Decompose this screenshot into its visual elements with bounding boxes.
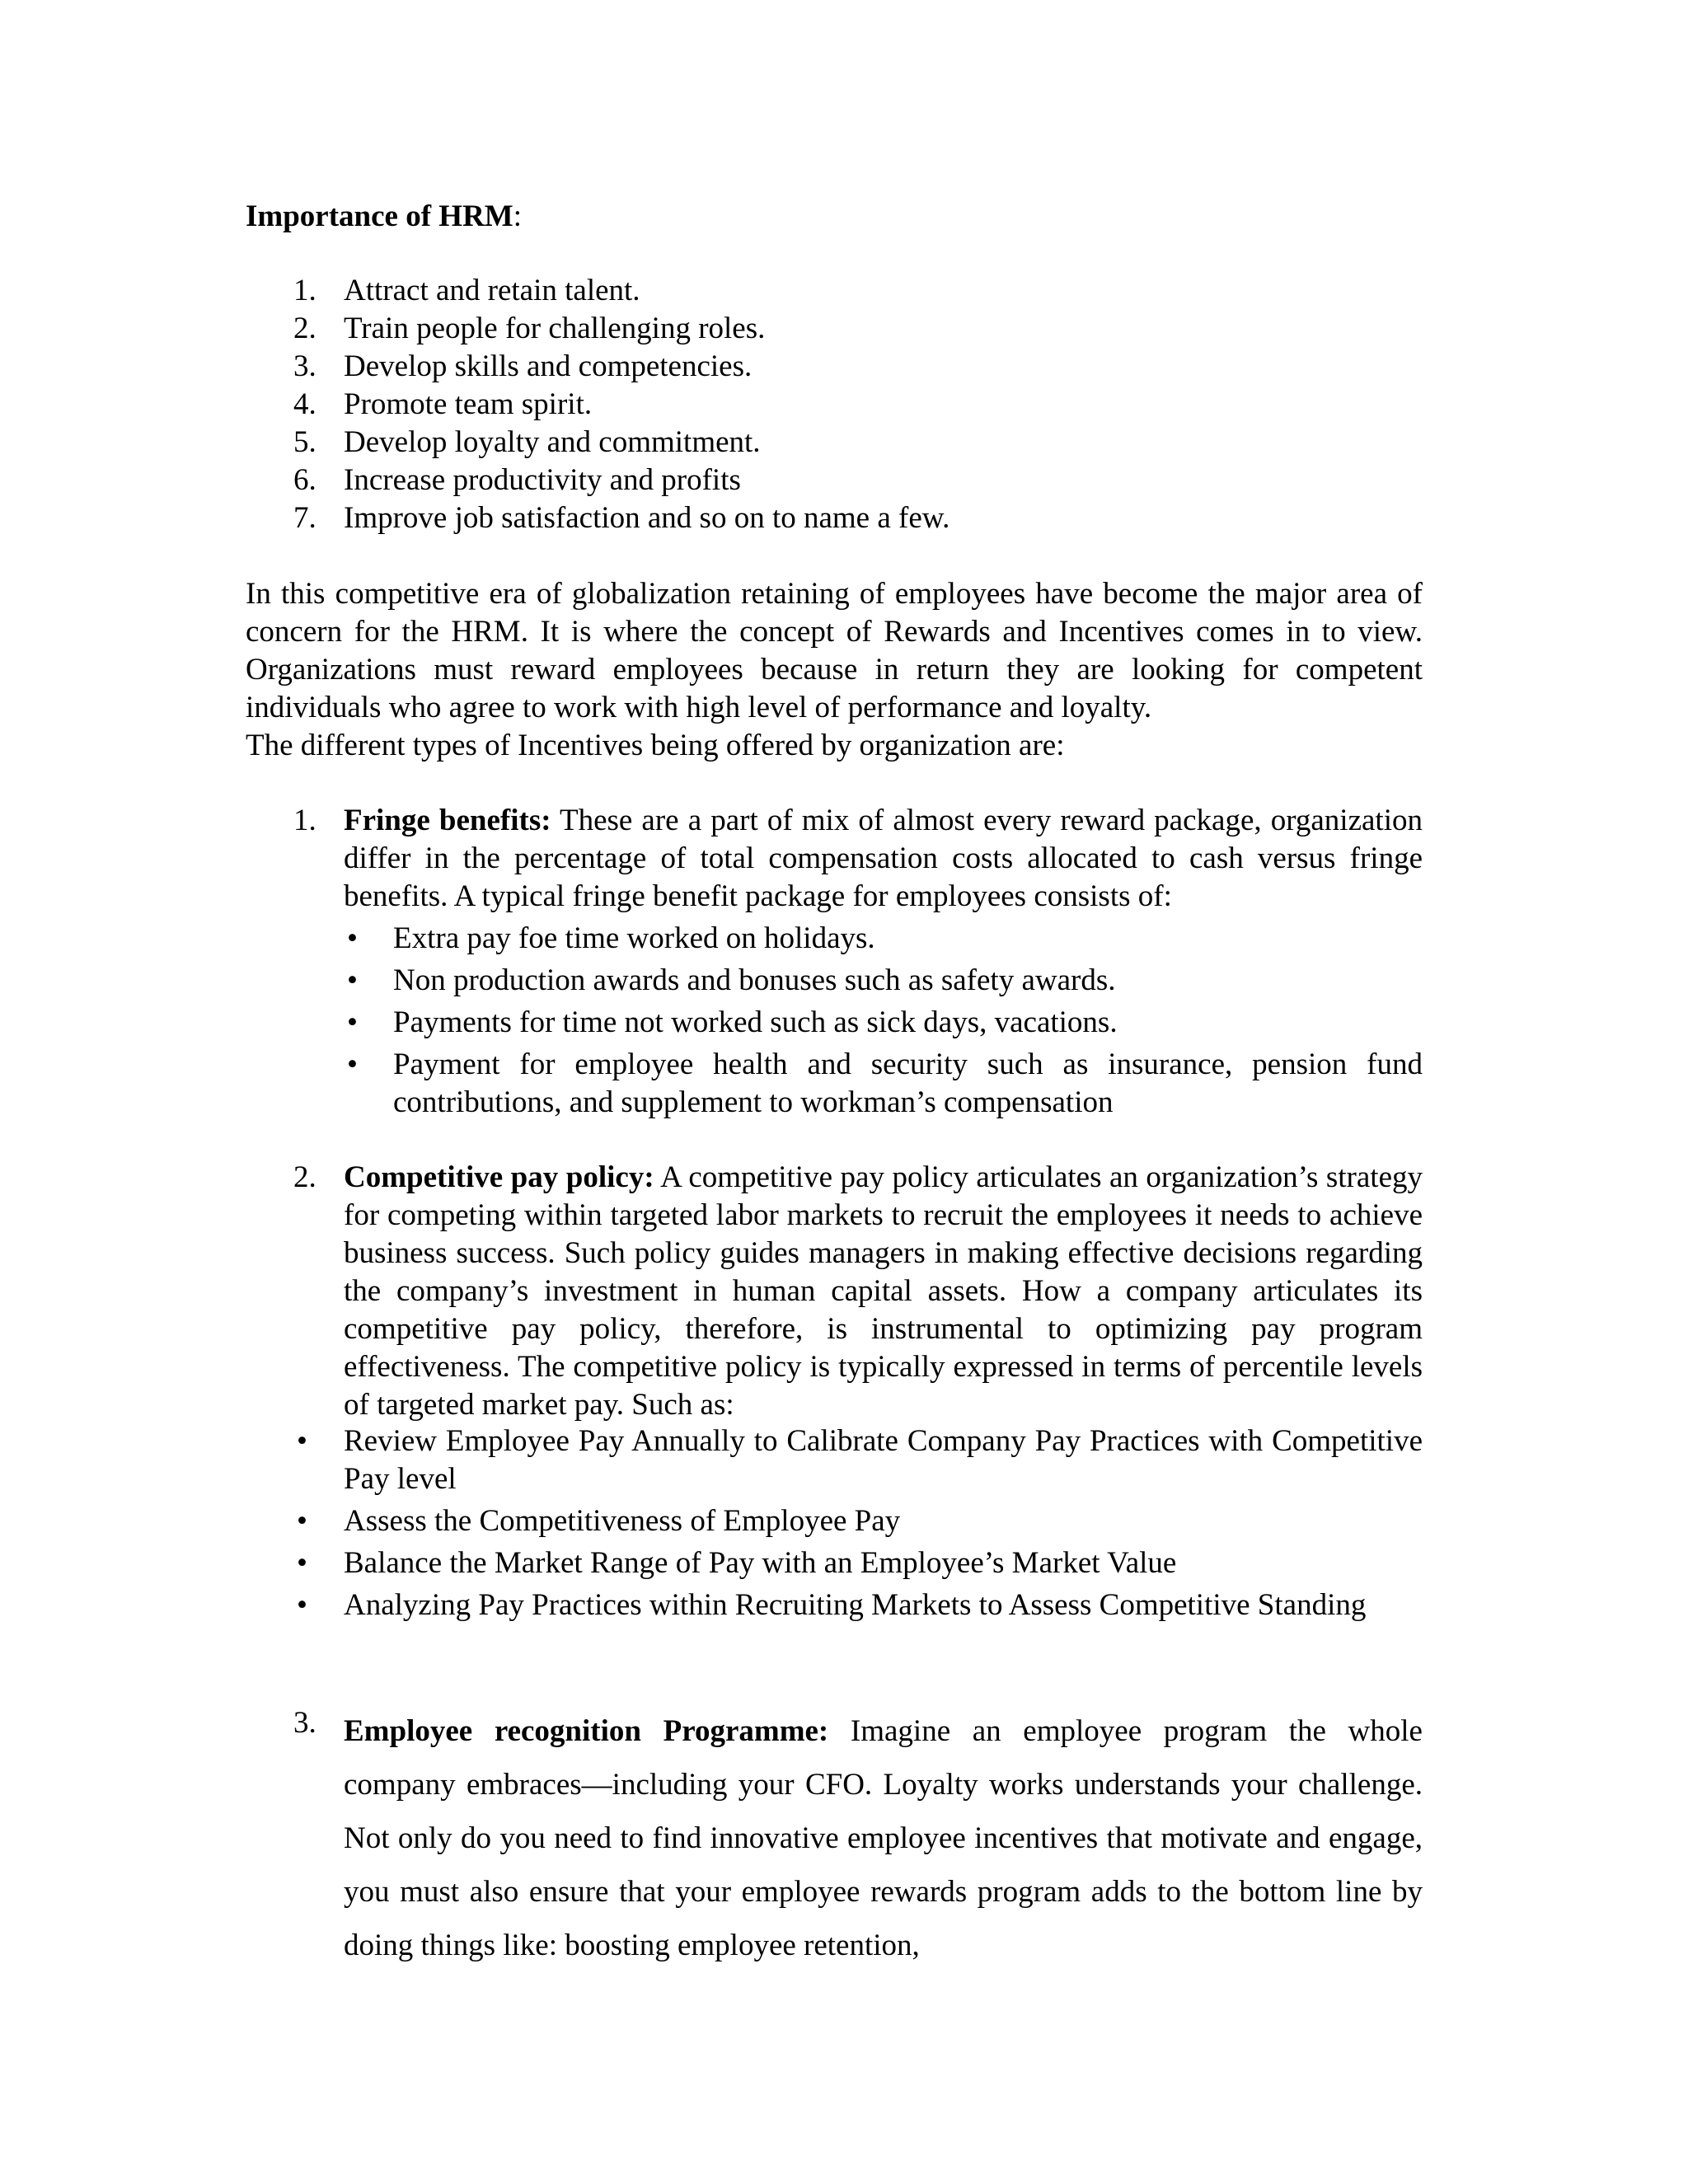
- page-heading: [246, 198, 522, 236]
- section-title: Competitive pay policy:: [344, 1160, 654, 1194]
- list-number: 7.: [293, 501, 316, 535]
- section-number: 2.: [293, 1160, 316, 1194]
- list-item: [246, 386, 1423, 424]
- section-body: [344, 1704, 1423, 1972]
- bullet-icon: •: [347, 1005, 358, 1039]
- intro-last-line: The different types of Incentives being offered by organization are:: [246, 729, 1065, 762]
- section-text: A competitive pay policy articulates an organization’s strategy for competing within targeted labor markets to recruit the employees it needs to achieve business success. Such policy guides managers in making effective decisions regarding the company’s investment in human capital assets. How a company articulates its competitive pay policy, therefore, is instrumental to optimizing pay program effectiveness. The competitive policy is typically expressed in terms of percentile levels of targeted market pay. Such as:: [344, 1160, 1423, 1422]
- section-body: [344, 1159, 1423, 1424]
- list-text: Improve job satisfaction and so on to name a few.: [344, 501, 950, 535]
- heading-colon: :: [513, 199, 522, 233]
- section-number: 3.: [293, 1706, 316, 1740]
- section-title: Employee recognition Programme:: [344, 1714, 829, 1748]
- list-number: 4.: [293, 387, 316, 421]
- list-text: Develop loyalty and commitment.: [344, 425, 761, 459]
- importance-list: [246, 272, 1423, 537]
- list-text: Increase productivity and profits: [344, 463, 741, 497]
- bullet-icon: •: [347, 921, 358, 955]
- list-item: [246, 272, 1423, 310]
- bullet-text: Payment for employee health and security such as insurance, pension fund contributions, and supplement to workman’s compensation: [393, 1047, 1423, 1119]
- section-employee-recognition: [246, 1704, 1423, 1972]
- list-text: Develop skills and competencies.: [344, 349, 753, 383]
- bullet-text: Non production awards and bonuses such as safety awards.: [393, 963, 1116, 997]
- section-text: These are a part of mix of almost every reward package, organization differ in the percentage of total compensation costs allocated to cash versus fringe benefits. A typical fringe benefit package for employees consists of:: [344, 804, 1423, 913]
- list-number: 1.: [293, 274, 316, 307]
- bullet-text: Assess the Competitiveness of Employee Pay: [344, 1504, 901, 1538]
- bullet-item: [246, 1544, 1423, 1582]
- pay-policy-bullets: [246, 1422, 1423, 1629]
- bullet-icon: •: [297, 1588, 307, 1622]
- list-item: [246, 462, 1423, 499]
- section-number: 1.: [293, 804, 316, 837]
- list-item: [246, 499, 1423, 537]
- bullet-item: [344, 1004, 1423, 1042]
- list-item: [246, 310, 1423, 348]
- bullet-text: Analyzing Pay Practices within Recruiting Markets to Assess Competitive Standing: [344, 1588, 1367, 1622]
- list-item: [246, 348, 1423, 386]
- bullet-item: [344, 920, 1423, 958]
- bullet-icon: •: [297, 1424, 307, 1458]
- section-text: Imagine an employee program the whole company embraces—including your CFO. Loyalty works understands your challenge. Not only do you need to find innovative employee incentives that motivate and engage, you must also ensure that your employee rewards program adds to the bottom line by doing things like: boosting employee retention,: [344, 1714, 1423, 1962]
- bullet-item: [246, 1586, 1423, 1624]
- list-number: 5.: [293, 425, 316, 459]
- list-number: 2.: [293, 312, 316, 345]
- list-text: Promote team spirit.: [344, 387, 593, 421]
- section-title: Fringe benefits:: [344, 804, 551, 837]
- bullet-icon: •: [297, 1546, 307, 1580]
- bullet-text: Review Employee Pay Annually to Calibrate Company Pay Practices with Competitive Pay level: [344, 1424, 1423, 1496]
- section-competitive-pay-policy: [246, 1159, 1423, 1424]
- bullet-item: [246, 1422, 1423, 1498]
- list-text: Attract and retain talent.: [344, 274, 640, 307]
- bullet-icon: •: [347, 1047, 358, 1081]
- bullet-text: Payments for time not worked such as sick days, vacations.: [393, 1005, 1118, 1039]
- bullet-icon: •: [347, 963, 358, 997]
- list-text: Train people for challenging roles.: [344, 312, 766, 345]
- section-body: [344, 802, 1423, 916]
- bullet-item: [344, 962, 1423, 1000]
- list-number: 3.: [293, 349, 316, 383]
- heading-title: Importance of HRM: [246, 199, 513, 233]
- bullet-item: [246, 1502, 1423, 1540]
- intro-paragraph: In this competitive era of globalization retaining of employees have become the major area of concern for the HRM. It is where the concept of Rewards and Incentives comes in to view. Organizations must reward employees because in return they are looking for competent individuals who agree to work with high level of performance and loyalty.: [246, 577, 1423, 724]
- bullet-item: [344, 1046, 1423, 1122]
- list-item: [246, 424, 1423, 462]
- list-number: 6.: [293, 463, 316, 497]
- bullet-text: Balance the Market Range of Pay with an Employee’s Market Value: [344, 1546, 1177, 1580]
- bullet-text: Extra pay foe time worked on holidays.: [393, 921, 875, 955]
- fringe-bullets: [344, 920, 1423, 1122]
- bullet-icon: •: [297, 1504, 307, 1538]
- section-fringe-benefits: [246, 802, 1423, 1126]
